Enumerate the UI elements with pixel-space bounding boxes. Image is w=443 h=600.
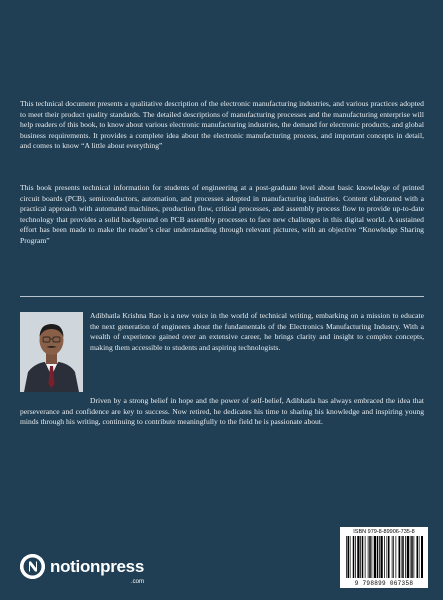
- barcode-bar: [348, 536, 350, 578]
- barcode-bar: [417, 536, 419, 578]
- publisher-domain-suffix: .com: [130, 578, 144, 585]
- description-paragraph-1: This technical document presents a qualitative description of the electronic manufacturing industries, and various practices adopted to meet their product quality standards. The detailed descriptions of manufacturing processes and the manufacturing enterprise will help readers of this book, to know about various electronic manufacturing industries, the demand for electronic products, and global business requirements. It provides a complete idea about the electronic manufacturing process, and important concepts in detail, and comes to know “A little about everything”: [20, 99, 424, 151]
- author-photo: [20, 312, 83, 392]
- barcode-bar: [399, 536, 401, 578]
- barcode-bars: [345, 536, 423, 580]
- publisher-name: [50, 556, 144, 585]
- isbn-label: ISBN 979-8-89906-735-8: [353, 529, 415, 535]
- barcode-bar: [381, 536, 383, 578]
- barcode-bar: [369, 536, 371, 578]
- barcode-bar: [393, 536, 394, 578]
- barcode-bar: [346, 536, 347, 578]
- barcode-bar: [410, 536, 411, 578]
- barcode-bar: [388, 536, 390, 578]
- author-bio-paragraph-2: Driven by a strong belief in hope and the power of self-belief, Adibhatla has always embraced the idea that perseverance and confidence are key to success. Now retired, he dedicates his time to sharing his knowledge and inspiring young minds through his writing, continuing to contribute meaningfully to the field he is passionate about.: [20, 396, 424, 427]
- barcode-digits: 9 798899 067358: [354, 580, 414, 587]
- barcode-bar: [421, 536, 423, 578]
- section-divider: [20, 296, 424, 297]
- barcode-bar: [384, 536, 385, 578]
- barcode-bar: [401, 536, 402, 578]
- publisher-name-text: notionpress: [50, 556, 144, 576]
- barcode-bar: [396, 536, 397, 578]
- barcode-bar: [414, 536, 415, 578]
- barcode-bar: [374, 536, 376, 578]
- publisher-logo: [20, 552, 144, 585]
- barcode-bar: [392, 536, 393, 578]
- barcode-bar: [368, 536, 369, 578]
- barcode-bar: [362, 536, 364, 578]
- barcode-bar: [419, 536, 420, 578]
- barcode-bar: [411, 536, 413, 578]
- barcode-bar: [357, 536, 359, 578]
- barcode-bar: [365, 536, 366, 578]
- barcode-bar: [355, 536, 356, 578]
- barcode-bar: [372, 536, 373, 578]
- barcode-bar: [407, 536, 409, 578]
- barcode-bar: [387, 536, 388, 578]
- barcode-bar: [350, 536, 351, 578]
- barcode-bar: [353, 536, 355, 578]
- barcode-bar: [405, 536, 406, 578]
- isbn-barcode: [340, 527, 428, 588]
- barcode-bar: [360, 536, 361, 578]
- notionpress-logo-icon: [20, 554, 45, 579]
- barcode-bar: [377, 536, 379, 578]
- description-paragraph-2: This book presents technical information for students of engineering at a post-graduate level about basic knowledge of printed circuit boards (PCB), semiconductors, automation, and processes adopted in manufacturing industries. Content elaborated with a practical approach with automated machines, production flow, critical processes, and assembly process flow to provide up-to-date technology that provides a solid background on PCB assembly processes to face new challenges in this digital world. A sustained effort has been made to make the reader’s clear understanding through relevant pictures, with an objective “Knowledge Sharing Program”: [20, 183, 424, 245]
- author-bio-paragraph-1: Adibhatla Krishna Rao is a new voice in the world of technical writing, embarking on a mission to educate the next generation of engineers about the fundamentals of the Electronics Manufacturing Industry. With a wealth of experience gained over an extensive career, he brings clarity and insight to complex concepts, making them accessible to students and aspiring technologists.: [90, 311, 424, 352]
- barcode-bar: [402, 536, 404, 578]
- barcode-bar: [379, 536, 380, 578]
